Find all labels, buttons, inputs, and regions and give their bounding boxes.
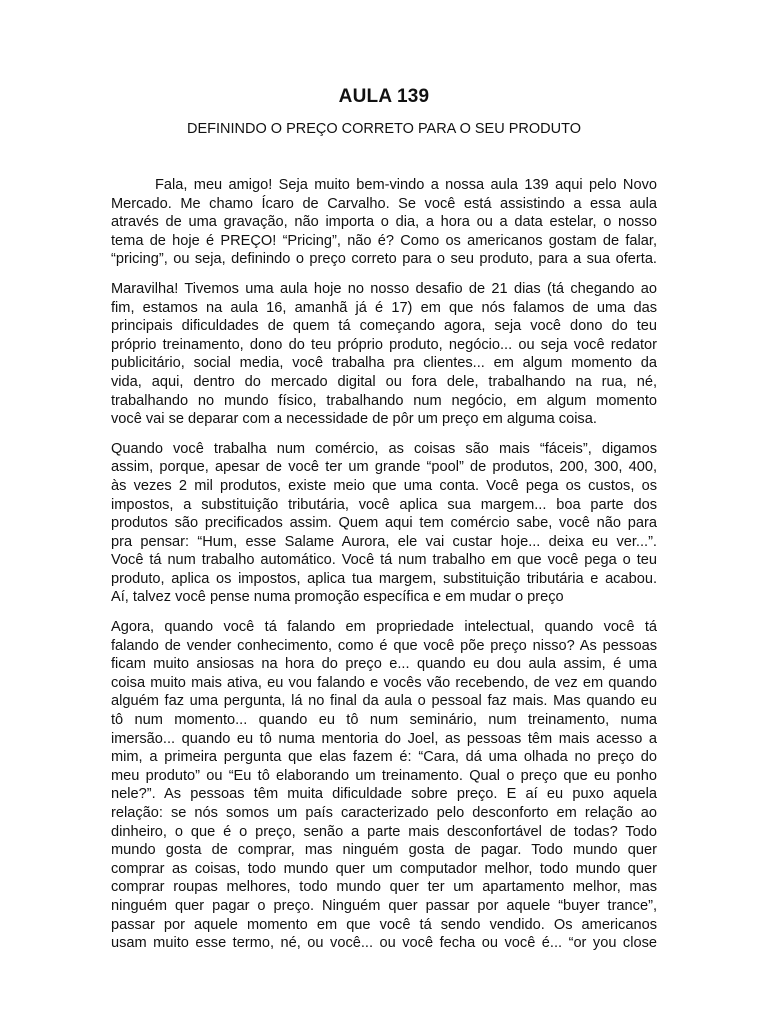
text-line: falando de vender conhecimento, como é que você põe preço nisso? As pessoas <box>111 637 657 654</box>
text-line: Aí, talvez você pense numa promoção específica e em mudar o preço <box>111 589 564 606</box>
text-line: coisa muito mais ativa, eu vou falando e vocês vão recebendo, de vez em quando <box>111 674 657 691</box>
document-body <box>111 176 657 964</box>
paragraph-3 <box>111 440 657 607</box>
text-line: tô num momento... quando eu tô num seminário, num treinamento, numa <box>111 712 657 729</box>
text-line: ficam muito ansiosas na hora do preço e... quando eu dou aula assim, é uma <box>111 656 657 673</box>
text-line: passar por aquele momento em que você tá sendo vendido. Os americanos <box>111 916 657 933</box>
text-line: “pricing”, ou seja, definindo o preço correto para o seu produto, para a sua oferta. <box>111 251 657 268</box>
text-line: dinheiro, o que é o preço, senão a parte mais desconfortável de todas? Todo <box>111 823 657 840</box>
text-line: Quando você trabalha num comércio, as coisas são mais “fáceis”, digamos <box>111 440 657 457</box>
page-subtitle: DEFININDO O PREÇO CORRETO PARA O SEU PRODUTO <box>187 121 581 137</box>
text-line: produtos são precificados assim. Quem aqui tem comércio sabe, você não para <box>111 515 657 532</box>
paragraph-2 <box>111 280 657 429</box>
text-line: impostos, a substituição tributária, você aplica sua margem... boa parte dos <box>111 496 657 513</box>
text-line: vida, aqui, dentro do mercado digital ou fora dele, trabalhando na rua, né, <box>111 373 657 390</box>
text-line: comprar as coisas, todo mundo quer um computador melhor, todo mundo quer <box>111 860 657 877</box>
text-line: publicitário, social media, você trabalha pra clientes... em algum momento da <box>111 355 657 372</box>
paragraph-4 <box>111 618 657 953</box>
text-line: Agora, quando você tá falando em propriedade intelectual, quando você tá <box>111 619 657 636</box>
text-line: alguém faz uma pergunta, lá no final da aula o pessoal faz mais. Mas quando eu <box>111 693 657 710</box>
text-line: assim, porque, apesar de você ter um grande “pool” de produtos, 200, 300, 400, <box>111 459 657 476</box>
text-line: produto, aplica os impostos, aplica tua margem, substituição tributária e acabou. <box>111 570 657 587</box>
text-line: meu produto” ou “Eu tô elaborando um treinamento. Qual o preço que eu ponho <box>111 767 657 784</box>
text-line: imersão... quando eu tô numa mentoria do Joel, as pessoas têm mais acesso a <box>111 730 657 747</box>
text-line: Você tá num trabalho automático. Você tá num trabalho em que você pega o teu <box>111 552 657 569</box>
text-line: mundo gosta de comprar, mas ninguém gosta de pagar. Todo mundo quer <box>111 842 657 859</box>
text-line: mim, a primeira pergunta que elas fazem é: “Cara, dá uma olhada no preço do <box>111 749 657 766</box>
text-line: Maravilha! Tivemos uma aula hoje no nosso desafio de 21 dias (tá chegando ao <box>111 280 657 297</box>
paragraph-1 <box>111 176 657 269</box>
text-line: trabalhando no mundo físico, trabalhando num negócio, em algum momento <box>111 392 657 409</box>
text-line: principais dificuldades de quem tá começando agora, seja você dono do teu <box>111 318 657 335</box>
text-line: relação: se nós somos um país caracterizado pelo desconforto em relação ao <box>111 805 657 821</box>
text-line: você vai se deparar com a necessidade de pôr um preço em alguma coisa. <box>111 411 597 428</box>
text-line: ninguém quer pagar o preço. Ninguém quer passar por aquele “buyer trance”, <box>111 897 657 914</box>
text-line: nele?”. As pessoas têm muita dificuldade sobre preço. E aí eu puxo aquela <box>111 786 657 803</box>
text-line: Mercado. Me chamo Ícaro de Carvalho. Se você está assistindo a essa aula <box>111 195 657 212</box>
text-line: pra pensar: “Hum, esse Salame Aurora, ele vai custar hoje... deixa eu ver...”. <box>111 533 657 550</box>
text-line: usam muito esse termo, né, ou você... ou você fecha ou você é... “or you close <box>111 935 657 952</box>
text-line: através de uma gravação, não importa o dia, a hora ou a data estelar, o nosso <box>111 214 657 231</box>
text-line: fim, estamos na aula 16, amanhã já é 17) em que nós falamos de uma das <box>111 299 657 316</box>
text-line: Fala, meu amigo! Seja muito bem-vindo a nossa aula 139 aqui pelo Novo <box>155 177 657 193</box>
text-line: tema de hoje é PREÇO! “Pricing”, não é? Como os americanos gostam de falar, <box>111 232 657 249</box>
text-line: comprar roupas melhores, todo mundo quer ter um apartamento melhor, mas <box>111 879 657 896</box>
page-title: AULA 139 <box>338 86 430 107</box>
text-line: às vezes 2 mil produtos, existe meio que uma conta. Você pega os custos, os <box>111 477 657 494</box>
text-line: próprio treinamento, dono do teu próprio produto, negócio... ou seja você redator <box>111 336 657 353</box>
